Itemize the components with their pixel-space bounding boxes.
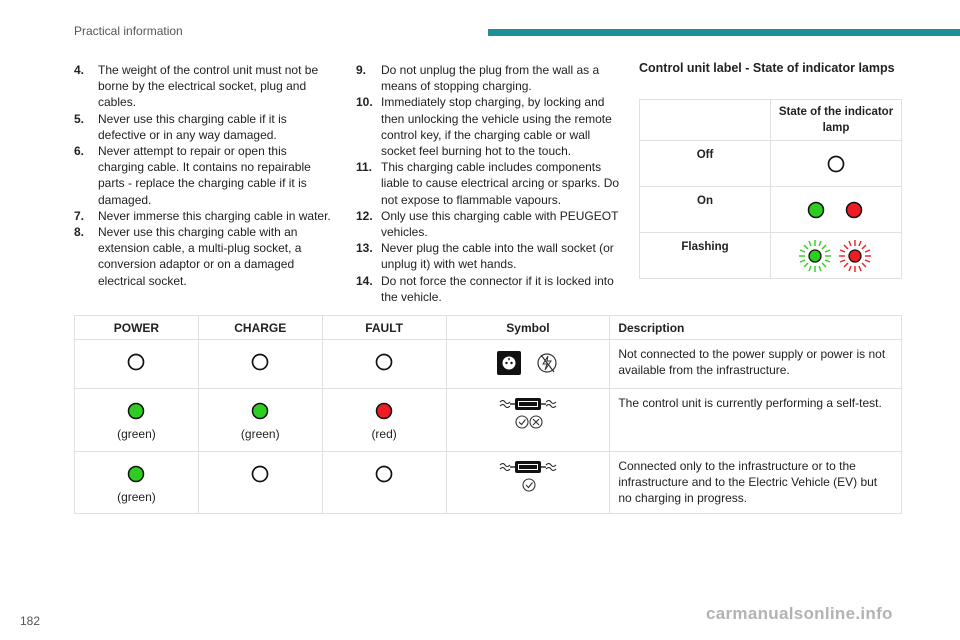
table-row	[640, 141, 902, 187]
header-symbol: Symbol	[446, 316, 610, 340]
table-row	[75, 389, 902, 452]
lamp-visual-off	[771, 141, 902, 187]
lamp-color-label: (green)	[240, 427, 280, 441]
lamp-label-flashing: Flashing	[640, 233, 771, 279]
fault-cell	[322, 340, 446, 389]
header-accent-bar	[488, 29, 960, 36]
lamp-off-icon	[250, 464, 270, 484]
header-power: POWER	[75, 316, 199, 340]
list-item: 9. Do not unplug the plug from the wall as a means of stopping charging.	[356, 63, 600, 94]
indicator-state-table	[74, 315, 902, 514]
charge-cell	[198, 452, 322, 514]
lamp-visual-on	[771, 187, 902, 233]
list-item: 7. Never immerse this charging cable in water.	[74, 208, 331, 223]
lamp-off-icon	[126, 352, 146, 372]
table-row	[75, 340, 902, 389]
power-cell	[75, 340, 199, 389]
list-item: 10. Immediately stop charging, by locking and then unlocking the vehicle using the remote control key, if the charging cable or wall socket feel burning hot to the touch.	[356, 95, 612, 159]
lamp-visual-flashing	[771, 233, 902, 279]
table-row	[640, 233, 902, 279]
description-cell: The control unit is currently performing a self-test.	[610, 389, 902, 452]
lamp-label-off: Off	[640, 141, 771, 187]
power-cell	[75, 389, 199, 452]
connected-cable-icon	[496, 460, 560, 494]
fault-cell	[322, 452, 446, 514]
header-description: Description	[610, 316, 902, 340]
power-cell	[75, 452, 199, 514]
description-cell: Connected only to the infrastructure or to the infrastructure and to the Electric Vehicle (EV) but no charging in progress.	[610, 452, 902, 514]
list-item: 5. Never use this charging cable if it is defective or in any way damaged.	[74, 111, 287, 142]
list-item: 11. This charging cable includes components liable to cause electrical arcing or sparks. Do not expose to flammable vapours.	[356, 160, 620, 207]
charge-cell	[198, 340, 322, 389]
lamp-off-icon	[250, 352, 270, 372]
lamp-color-label: (red)	[371, 427, 397, 441]
lamp-label-on: On	[640, 187, 771, 233]
section-title: Practical information	[74, 24, 183, 38]
symbol-cell	[446, 340, 610, 389]
empty-header-cell	[640, 100, 771, 141]
lamp-green-icon	[250, 401, 270, 421]
table-row	[640, 100, 902, 141]
list-item: 12. Only use this charging cable with PEUGEOT vehicles.	[356, 208, 619, 240]
lamp-state-header: State of the indicator lamp	[771, 100, 902, 141]
header-charge: CHARGE	[198, 316, 322, 340]
symbol-cell	[446, 389, 610, 452]
fault-cell	[322, 389, 446, 452]
table-row	[75, 452, 902, 514]
lamp-off-icon	[374, 464, 394, 484]
lamp-state-table	[639, 99, 902, 279]
self-test-cable-icon	[496, 397, 560, 431]
lamp-green-icon	[126, 401, 146, 421]
description-cell: Not connected to the power supply or power is not available from the infrastructure.	[610, 340, 902, 389]
table-header-row	[75, 316, 902, 340]
watermark: carmanualsonline.info	[706, 604, 893, 623]
lamp-off-icon	[826, 154, 846, 174]
instructions-right	[356, 62, 622, 305]
lamp-green-icon	[126, 464, 146, 484]
lamp-color-label: (green)	[117, 490, 156, 504]
lamp-off-icon	[374, 352, 394, 372]
page-number: 182	[20, 614, 41, 628]
header-fault: FAULT	[322, 316, 446, 340]
instructions-left	[74, 62, 336, 289]
list-item: 4. The weight of the control unit must not be borne by the electrical socket, plug and cables.	[74, 63, 319, 110]
lamp-flashing-icon	[798, 237, 874, 275]
lamp-color-label: (green)	[117, 427, 156, 441]
symbol-cell	[446, 452, 610, 514]
list-item: 8. Never use this charging cable with an extension cable, a multi-plug socket, a conversion adaptor or on a damaged electrical socket.	[74, 225, 302, 288]
lamp-on-icon	[806, 200, 866, 220]
list-item: 6. Never attempt to repair or open this charging cable. It contains no repairable parts - replace the charging cable if it is damaged.	[74, 144, 311, 207]
charge-cell	[198, 389, 322, 452]
list-item: 14. Do not force the connector if it is locked into the vehicle.	[356, 273, 614, 304]
list-item: 13. Never plug the cable into the wall socket (or unplug it) with wet hands.	[356, 241, 614, 272]
lamp-red-icon	[374, 401, 394, 421]
table-row	[640, 187, 902, 233]
lamp-table-title: Control unit label - State of indicator lamps	[639, 61, 895, 75]
power-plug-no-power-icon	[496, 350, 560, 376]
